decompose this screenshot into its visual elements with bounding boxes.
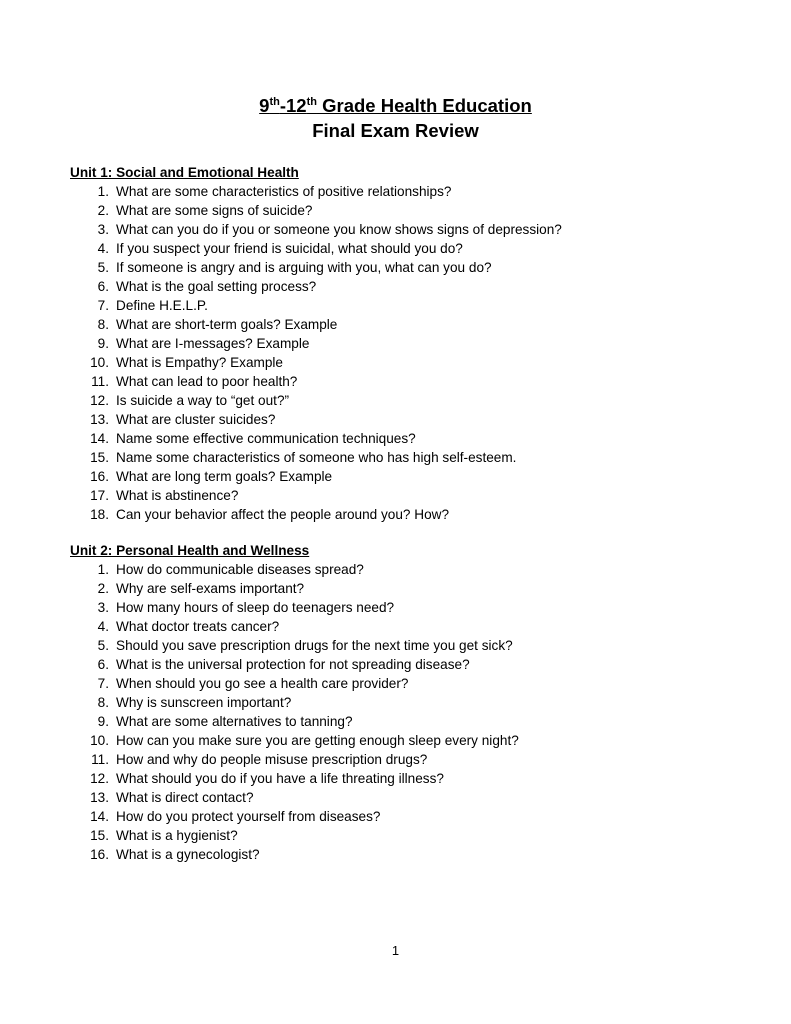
question-number: 4. — [97, 241, 109, 256]
question-text: Is suicide a way to “get out?” — [116, 393, 290, 408]
question-item — [70, 239, 750, 258]
question-number: 14. — [90, 431, 109, 446]
question-number: 10. — [90, 355, 109, 370]
question-text: What are short-term goals? Example — [116, 317, 338, 332]
question-item — [70, 655, 750, 674]
question-text: What is a hygienist? — [116, 828, 238, 843]
question-item — [70, 560, 750, 579]
question-item — [70, 201, 750, 220]
question-text: What are cluster suicides? — [116, 412, 276, 427]
question-item — [70, 486, 750, 505]
question-number: 10. — [90, 733, 109, 748]
question-item — [70, 182, 750, 201]
question-item — [70, 693, 750, 712]
question-item — [70, 712, 750, 731]
question-number: 12. — [90, 393, 109, 408]
question-number: 13. — [90, 412, 109, 427]
question-number: 7. — [97, 298, 109, 313]
question-number: 6. — [97, 657, 109, 672]
question-number: 1. — [97, 562, 109, 577]
question-text: How and why do people misuse prescription drugs? — [116, 752, 428, 767]
question-text: What are some characteristics of positive relationships? — [116, 184, 452, 199]
question-item — [70, 731, 750, 750]
question-item — [70, 258, 750, 277]
question-text: What can lead to poor health? — [116, 374, 298, 389]
question-number: 16. — [90, 847, 109, 862]
question-text: How can you make sure you are getting enough sleep every night? — [116, 733, 519, 748]
title-separator: -12 — [279, 95, 307, 116]
question-item — [70, 372, 750, 391]
question-text: What is a gynecologist? — [116, 847, 260, 862]
question-text: If you suspect your friend is suicidal, what should you do? — [116, 241, 463, 256]
question-number: 11. — [91, 374, 109, 389]
title-grade-start: 9 — [259, 95, 270, 116]
title-line-2: Final Exam Review — [312, 120, 479, 141]
question-number: 2. — [97, 203, 109, 218]
question-number: 6. — [97, 279, 109, 294]
title-grade-end-suffix: th — [306, 95, 317, 108]
question-text: What should you do if you have a life threating illness? — [116, 771, 444, 786]
question-item — [70, 467, 750, 486]
question-item — [70, 505, 750, 524]
question-number: 8. — [97, 695, 109, 710]
question-item — [70, 296, 750, 315]
question-item — [70, 448, 750, 467]
question-text: Name some characteristics of someone who has high self-esteem. — [116, 450, 517, 465]
question-number: 3. — [97, 222, 109, 237]
question-text: Should you save prescription drugs for the next time you get sick? — [116, 638, 513, 653]
question-number: 17. — [90, 488, 109, 503]
question-number: 18. — [90, 507, 109, 522]
question-number: 5. — [97, 260, 109, 275]
question-text: Why are self-exams important? — [116, 581, 305, 596]
question-text: When should you go see a health care provider? — [116, 676, 409, 691]
question-text: What is direct contact? — [116, 790, 254, 805]
question-number: 14. — [90, 809, 109, 824]
question-text: What are I-messages? Example — [116, 336, 310, 351]
question-number: 2. — [97, 581, 109, 596]
question-text: What is abstinence? — [116, 488, 239, 503]
question-text: What is the universal protection for not spreading disease? — [116, 657, 470, 672]
question-number: 5. — [97, 638, 109, 653]
question-item — [70, 788, 750, 807]
question-item — [70, 617, 750, 636]
question-text: Why is sunscreen important? — [116, 695, 292, 710]
question-item — [70, 598, 750, 617]
question-item — [70, 769, 750, 788]
question-number: 15. — [90, 450, 109, 465]
question-item — [70, 391, 750, 410]
question-item — [70, 845, 750, 864]
question-number: 7. — [97, 676, 109, 691]
question-text: Define H.E.L.P. — [116, 298, 208, 313]
title-subject: Grade Health Education — [316, 95, 532, 116]
question-number: 12. — [90, 771, 109, 786]
question-item — [70, 807, 750, 826]
question-text: What are long term goals? Example — [116, 469, 333, 484]
question-number: 3. — [97, 600, 109, 615]
question-text: What is Empathy? Example — [116, 355, 283, 370]
unit-heading: Unit 1: Social and Emotional Health — [70, 165, 299, 180]
question-text: What are some alternatives to tanning? — [116, 714, 353, 729]
question-item — [70, 636, 750, 655]
question-item — [70, 750, 750, 769]
question-number: 1. — [97, 184, 109, 199]
question-text: If someone is angry and is arguing with you, what can you do? — [116, 260, 492, 275]
question-text: What are some signs of suicide? — [116, 203, 313, 218]
question-number: 16. — [90, 469, 109, 484]
question-text: What can you do if you or someone you know shows signs of depression? — [116, 222, 562, 237]
question-list — [70, 560, 750, 864]
question-text: How do you protect yourself from diseases? — [116, 809, 381, 824]
question-text: How many hours of sleep do teenagers need? — [116, 600, 395, 615]
question-text: How do communicable diseases spread? — [116, 562, 364, 577]
question-text: What is the goal setting process? — [116, 279, 317, 294]
title-line-1 — [0, 93, 791, 118]
question-item — [70, 429, 750, 448]
question-item — [70, 674, 750, 693]
question-number: 9. — [97, 714, 109, 729]
question-list — [70, 182, 750, 524]
question-text: Can your behavior affect the people around you? How? — [116, 507, 450, 522]
question-number: 11. — [91, 752, 109, 767]
question-number: 4. — [97, 619, 109, 634]
question-text: Name some effective communication techniques? — [116, 431, 416, 446]
title-grade-start-suffix: th — [269, 95, 280, 108]
question-number: 15. — [90, 828, 109, 843]
question-item — [70, 410, 750, 429]
question-item — [70, 579, 750, 598]
page-number: 1 — [391, 943, 400, 958]
question-text: What doctor treats cancer? — [116, 619, 280, 634]
question-number: 8. — [97, 317, 109, 332]
question-item — [70, 277, 750, 296]
unit-section-2 — [70, 541, 750, 864]
unit-section-1 — [70, 163, 750, 524]
question-item — [70, 826, 750, 845]
question-item — [70, 220, 750, 239]
document-title — [0, 93, 791, 143]
question-item — [70, 353, 750, 372]
question-item — [70, 315, 750, 334]
question-number: 9. — [97, 336, 109, 351]
question-item — [70, 334, 750, 353]
unit-heading: Unit 2: Personal Health and Wellness — [70, 543, 310, 558]
question-number: 13. — [90, 790, 109, 805]
